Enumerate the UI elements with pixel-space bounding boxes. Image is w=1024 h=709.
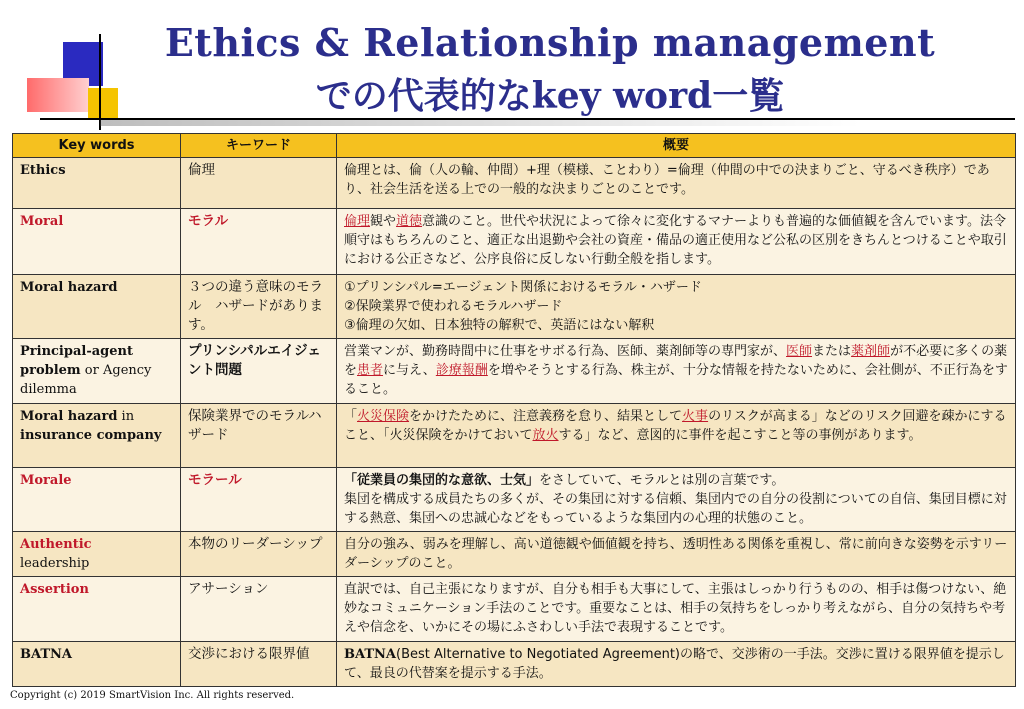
desc-bold-text: BATNA xyxy=(344,647,397,662)
keyword-desc xyxy=(337,404,1016,468)
desc-text: または xyxy=(812,344,852,359)
keyword-en-bold: Authentic xyxy=(20,537,92,552)
link-text[interactable]: 放火 xyxy=(532,428,559,443)
desc-line: ①プリンシパル=エージェント関係におけるモラル・ハザード xyxy=(344,280,702,295)
link-text[interactable]: 医師 xyxy=(786,344,813,359)
table-header-row xyxy=(13,134,1016,158)
keyword-jp: ３つの違う意味のモラル ハザードがあります。 xyxy=(181,275,337,339)
desc-text: 意識のこと。世代や状況によって徐々に変化するマナーよりも普遍的な価値観を含んでいます。法令順守はもちろんのこと、適正な出退勤や会社の資産・備品の適正使用など公私の区別をきちんとつけることや取引における公正さなど、公序良俗に反しない行動全般を指します。 xyxy=(344,214,1007,267)
table-row xyxy=(13,468,1016,532)
table-row xyxy=(13,577,1016,642)
link-text[interactable]: 診療報酬 xyxy=(435,363,488,378)
keyword-en: BATNA xyxy=(13,642,181,687)
keyword-desc: 自分の強み、弱みを理解し、高い道徳観や価値観を持ち、透明性ある関係を重視し、常に前向きな姿勢を示すリーダーシップのこと。 xyxy=(337,532,1016,577)
desc-text: (Best Alternative to Negotiated Agreement)の略で、交渉術の一手法。交渉に置ける限界値を提示して、最良の代替案を提示する手法。 xyxy=(344,647,1005,681)
keyword-en xyxy=(13,532,181,577)
table-row xyxy=(13,642,1016,687)
keyword-desc: 倫理とは、倫（人の輪、仲間）+理（模様、ことわり）=倫理（仲間の中での決まりごと、守るべき秩序）であり、社会生活を送る上での一般的な決まりごとのことです。 xyxy=(337,158,1016,209)
keyword-desc xyxy=(337,642,1016,687)
link-text[interactable]: 薬剤師 xyxy=(851,344,891,359)
keyword-desc xyxy=(337,275,1016,339)
keyword-en: Morale xyxy=(13,468,181,532)
keyword-en-bold: insurance company xyxy=(20,428,162,443)
keyword-table xyxy=(12,133,1016,687)
keyword-en-normal: leadership xyxy=(20,556,90,571)
keyword-en xyxy=(13,404,181,468)
table-row xyxy=(13,275,1016,339)
keyword-desc xyxy=(337,339,1016,404)
decor-shadow-line xyxy=(100,120,860,126)
keyword-jp: 保険業界でのモラルハザード xyxy=(181,404,337,468)
keyword-en-bold: Moral hazard xyxy=(20,409,118,424)
keyword-desc xyxy=(337,468,1016,532)
keyword-jp: プリンシパルエイジェント問題 xyxy=(181,339,337,404)
keyword-jp: 倫理 xyxy=(181,158,337,209)
desc-text: 「 xyxy=(344,409,358,424)
link-text[interactable]: 道徳 xyxy=(396,214,423,229)
keyword-en: Ethics xyxy=(13,158,181,209)
desc-line: ③倫理の欠如、日本独特の解釈で、英語にはない解釈 xyxy=(344,318,655,333)
desc-line: ②保険業界で使われるモラルハザード xyxy=(344,299,563,314)
keyword-en-normal: in xyxy=(117,409,135,424)
link-text[interactable]: 倫理 xyxy=(344,214,371,229)
table-row xyxy=(13,339,1016,404)
desc-text: をかけたために、注意義務を怠り、結果として xyxy=(409,409,683,424)
link-text[interactable]: 火災保険 xyxy=(357,409,410,424)
desc-text: のリスクが高まる」などのリスク回避を疎かにすること、「火災保険をかけておいて xyxy=(344,409,1007,443)
header-key-words: Key words xyxy=(13,134,181,158)
desc-text: に与え、 xyxy=(383,363,436,378)
keyword-jp: モラル xyxy=(181,209,337,275)
desc-text: 集団を構成する成員たちの多くが、その集団に対する信頼、集団内での自分の役割についての自信、集団目標に対する熱意、集団への忠誠心などをもっているような集団内の心理的状態のこと。 xyxy=(344,492,1007,526)
table-row xyxy=(13,404,1016,468)
table-row xyxy=(13,532,1016,577)
keyword-jp: 交渉における限界値 xyxy=(181,642,337,687)
page-subtitle: での代表的なkey word一覧 xyxy=(315,75,785,117)
link-text[interactable]: 火事 xyxy=(682,409,709,424)
keyword-desc: 直訳では、自己主張になりますが、自分も相手も大事にして、主張はしっかり行うものの、相手は傷つけない、絶妙なコミュニケーション手法のことです。重要なことは、相手の気持ちをしっかり考えながら、自分の気持ちや考えや信念を、いかにその場にふさわしい手法で表現することです。 xyxy=(337,577,1016,642)
keyword-en: Moral hazard xyxy=(13,275,181,339)
keyword-en-bold: Principal-agent problem xyxy=(20,344,133,378)
page-title: Ethics & Relationship management xyxy=(164,20,936,65)
desc-bold-text: 「従業員の集団的な意欲、士気」 xyxy=(344,473,540,488)
keyword-en: Moral xyxy=(13,209,181,275)
table-row xyxy=(13,158,1016,209)
keyword-en xyxy=(13,339,181,404)
desc-text: を増やそうとする行為、株主が、十分な情報を持たないために、会社側が、不正行為をすること。 xyxy=(344,363,1008,397)
table-row xyxy=(13,209,1016,275)
copyright-footer: Copyright (c) 2019 SmartVision Inc. All rights reserved. xyxy=(10,690,295,701)
desc-text: をさしていて、モラルとは別の言葉です。 xyxy=(539,473,785,488)
header-summary: 概要 xyxy=(337,134,1016,158)
keyword-desc xyxy=(337,209,1016,275)
desc-text: する」など、意図的に事件を起こすこと等の事例があります。 xyxy=(558,428,922,443)
keyword-jp: アサーション xyxy=(181,577,337,642)
keyword-jp: モラール xyxy=(181,468,337,532)
header-keyword-jp: キーワード xyxy=(181,134,337,158)
decor-red-square xyxy=(27,78,89,112)
desc-text: 営業マンが、勤務時間中に仕事をサボる行為、医師、薬剤師等の専門家が、 xyxy=(344,344,787,359)
keyword-en: Assertion xyxy=(13,577,181,642)
keyword-jp: 本物のリーダーシップ xyxy=(181,532,337,577)
desc-text: 観や xyxy=(370,214,397,229)
desc-text: が不必要に多くの薬を xyxy=(344,344,1008,378)
keyword-en-normal: or Agency dilemma xyxy=(20,363,152,397)
link-text[interactable]: 患者 xyxy=(357,363,384,378)
